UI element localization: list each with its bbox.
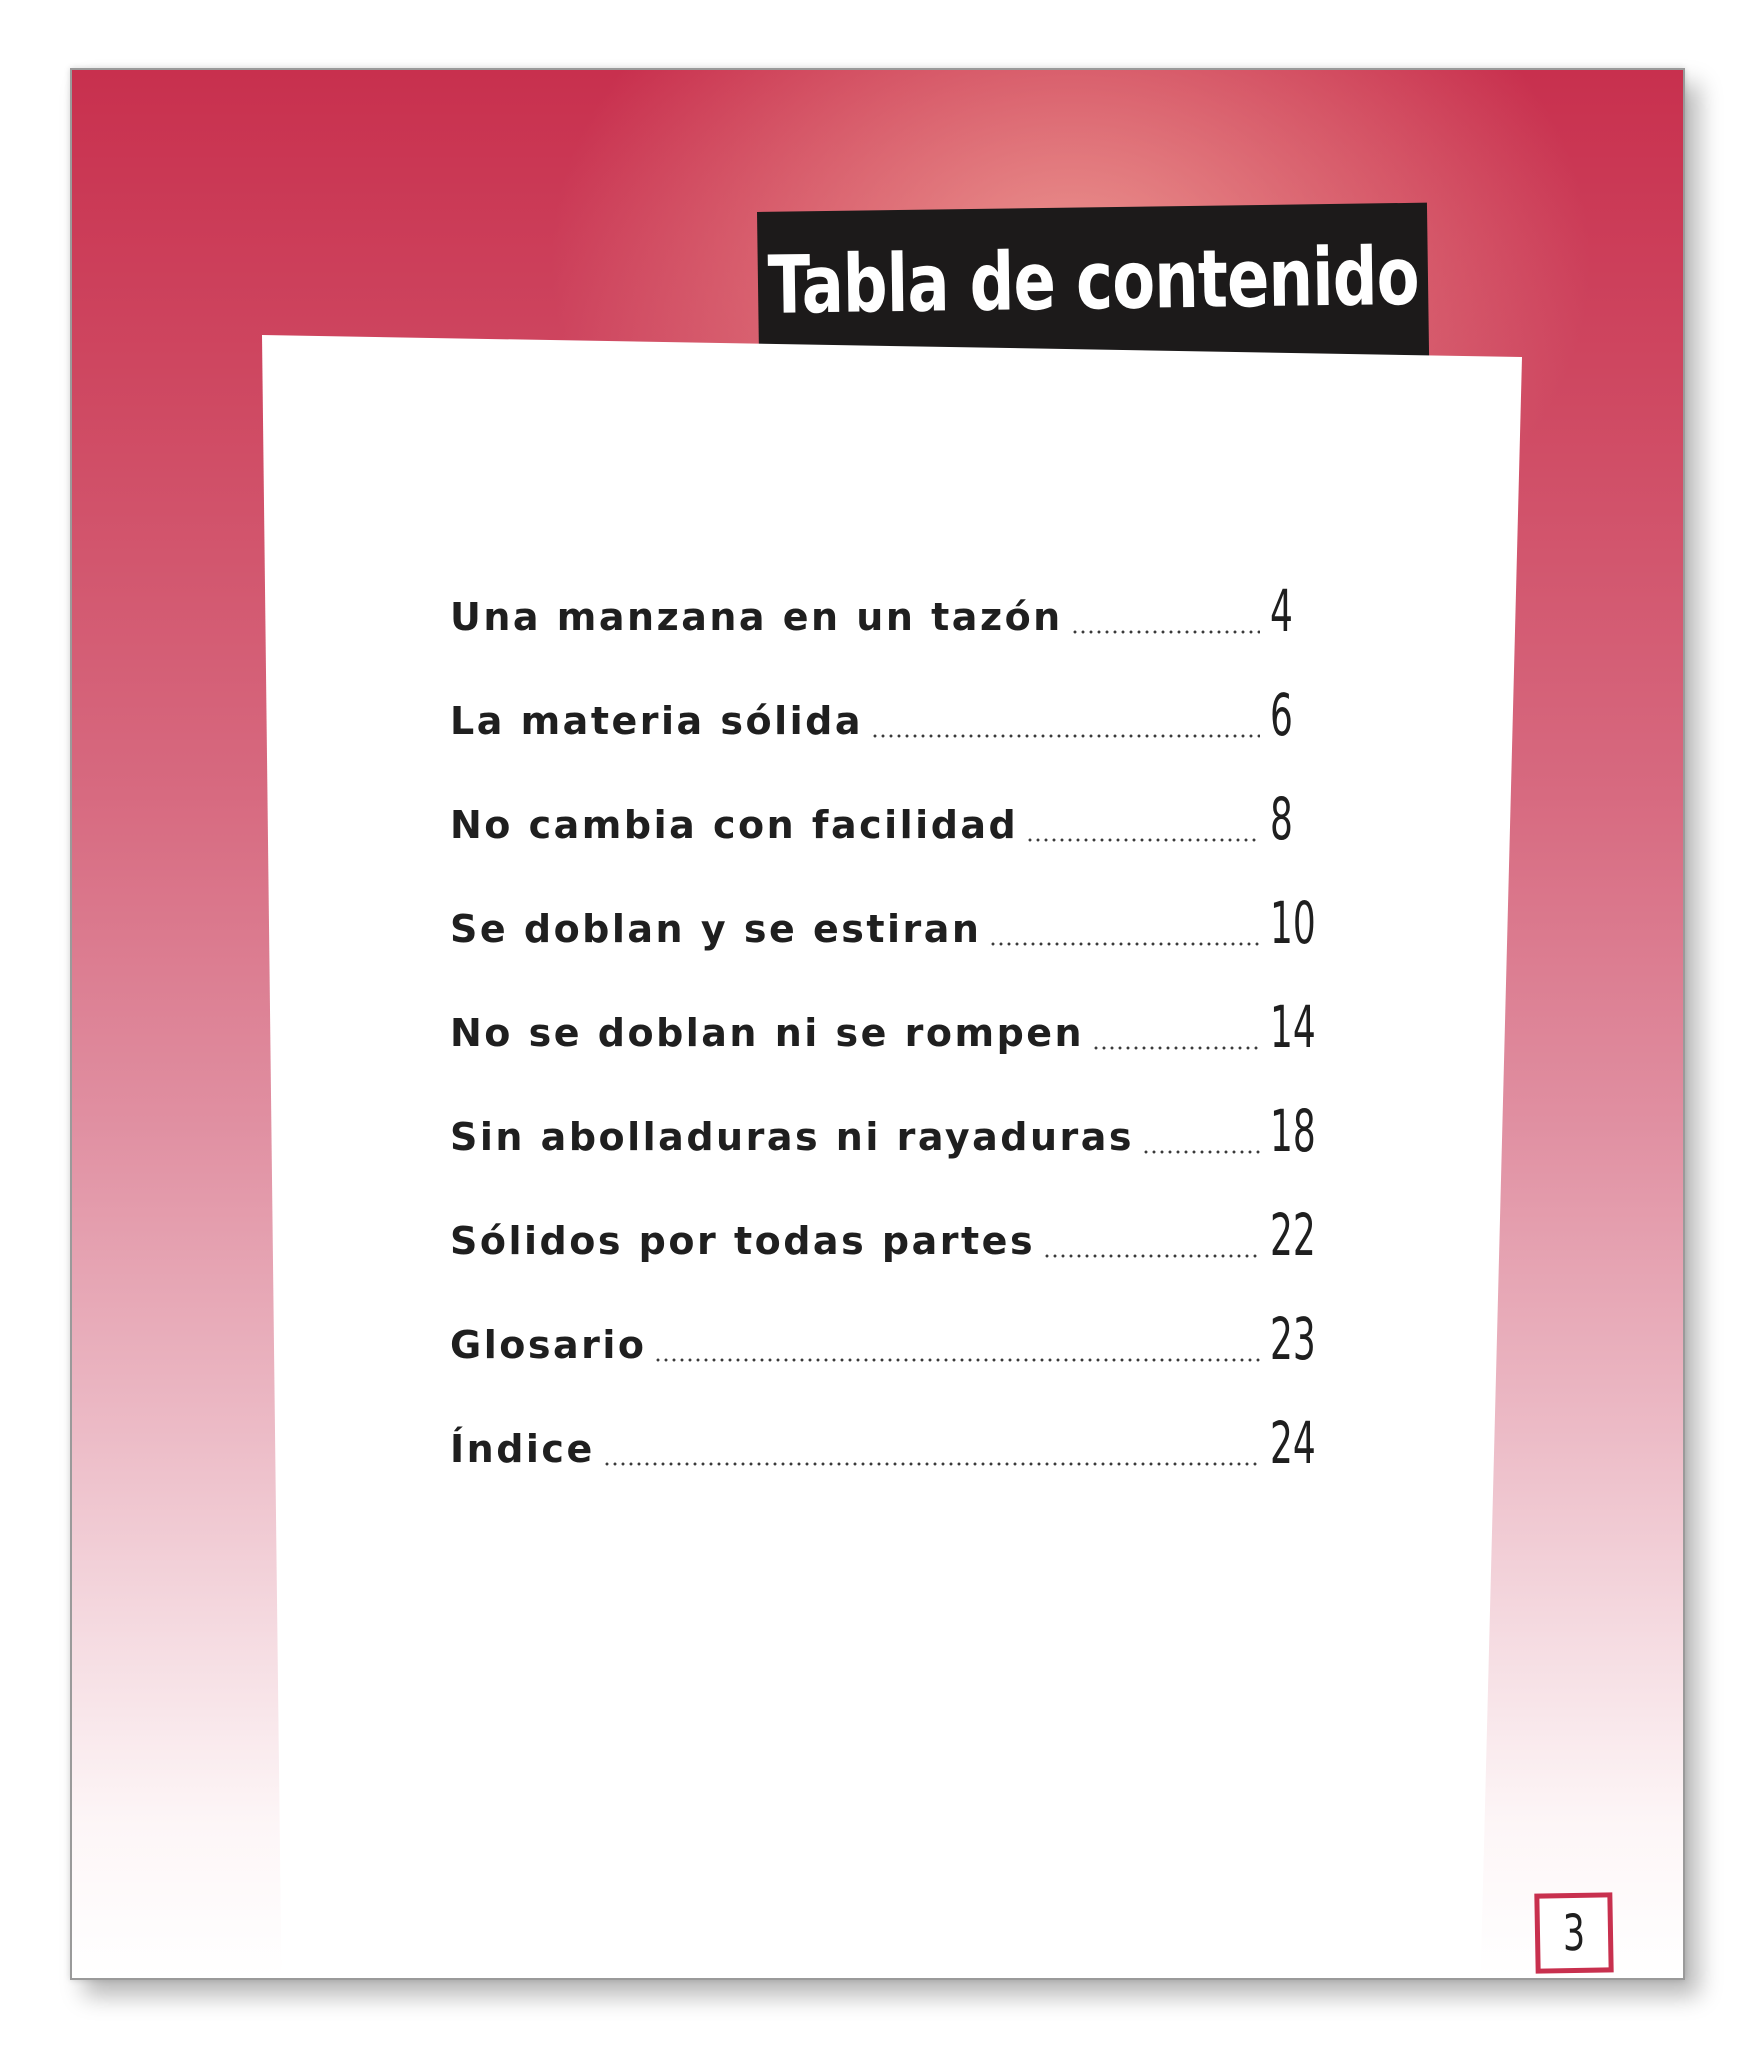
- toc-entry-title: Sin abolladuras ni rayaduras: [450, 1115, 1134, 1159]
- toc-entry-page: 10: [1270, 889, 1316, 957]
- dot-leader: [1092, 1046, 1260, 1050]
- toc-entry[interactable]: [450, 560, 1320, 645]
- toc-entry[interactable]: [450, 768, 1320, 853]
- dot-leader: [1026, 838, 1260, 842]
- toc-entry-title: No se doblan ni se rompen: [450, 1011, 1085, 1055]
- dot-leader: [989, 942, 1260, 946]
- dot-leader: [603, 1462, 1260, 1466]
- dot-leader: [871, 734, 1260, 738]
- toc-entry[interactable]: [450, 1288, 1320, 1373]
- toc-entry-page: 14: [1270, 993, 1316, 1061]
- toc-entry[interactable]: [450, 872, 1320, 957]
- page-number: 3: [1562, 1903, 1586, 1963]
- toc-entry-page: 22: [1270, 1201, 1316, 1269]
- toc-entry-title: Una manzana en un tazón: [450, 595, 1063, 639]
- toc-entry-page: 4: [1270, 577, 1293, 645]
- toc-entry-title: Sólidos por todas partes: [450, 1219, 1036, 1263]
- toc-entry-title: No cambia con facilidad: [450, 803, 1019, 847]
- toc-entry-page: 23: [1270, 1305, 1316, 1373]
- toc-entry-title: Glosario: [450, 1323, 647, 1367]
- toc-entry[interactable]: [450, 1184, 1320, 1269]
- toc-entry[interactable]: [450, 976, 1320, 1061]
- toc-entry[interactable]: [450, 664, 1320, 749]
- toc-entry-page: 8: [1270, 785, 1293, 853]
- toc-entry[interactable]: [450, 1080, 1320, 1165]
- page-title: Tabla de contenido: [766, 229, 1420, 332]
- toc-entry-title: Índice: [450, 1427, 595, 1471]
- toc-entry-title: Se doblan y se estiran: [450, 907, 982, 951]
- page-number-badge: [1534, 1892, 1613, 1973]
- toc-entry-title: La materia sólida: [450, 699, 864, 743]
- toc-entry-page: 18: [1270, 1097, 1316, 1165]
- toc-entry[interactable]: [450, 1392, 1320, 1477]
- toc-entry-page: 24: [1270, 1409, 1316, 1477]
- dot-leader: [1142, 1150, 1260, 1154]
- dot-leader: [654, 1358, 1260, 1362]
- dot-leader: [1043, 1254, 1260, 1258]
- toc-entry-page: 6: [1270, 681, 1293, 749]
- book-page: [70, 68, 1685, 1980]
- dot-leader: [1071, 630, 1260, 634]
